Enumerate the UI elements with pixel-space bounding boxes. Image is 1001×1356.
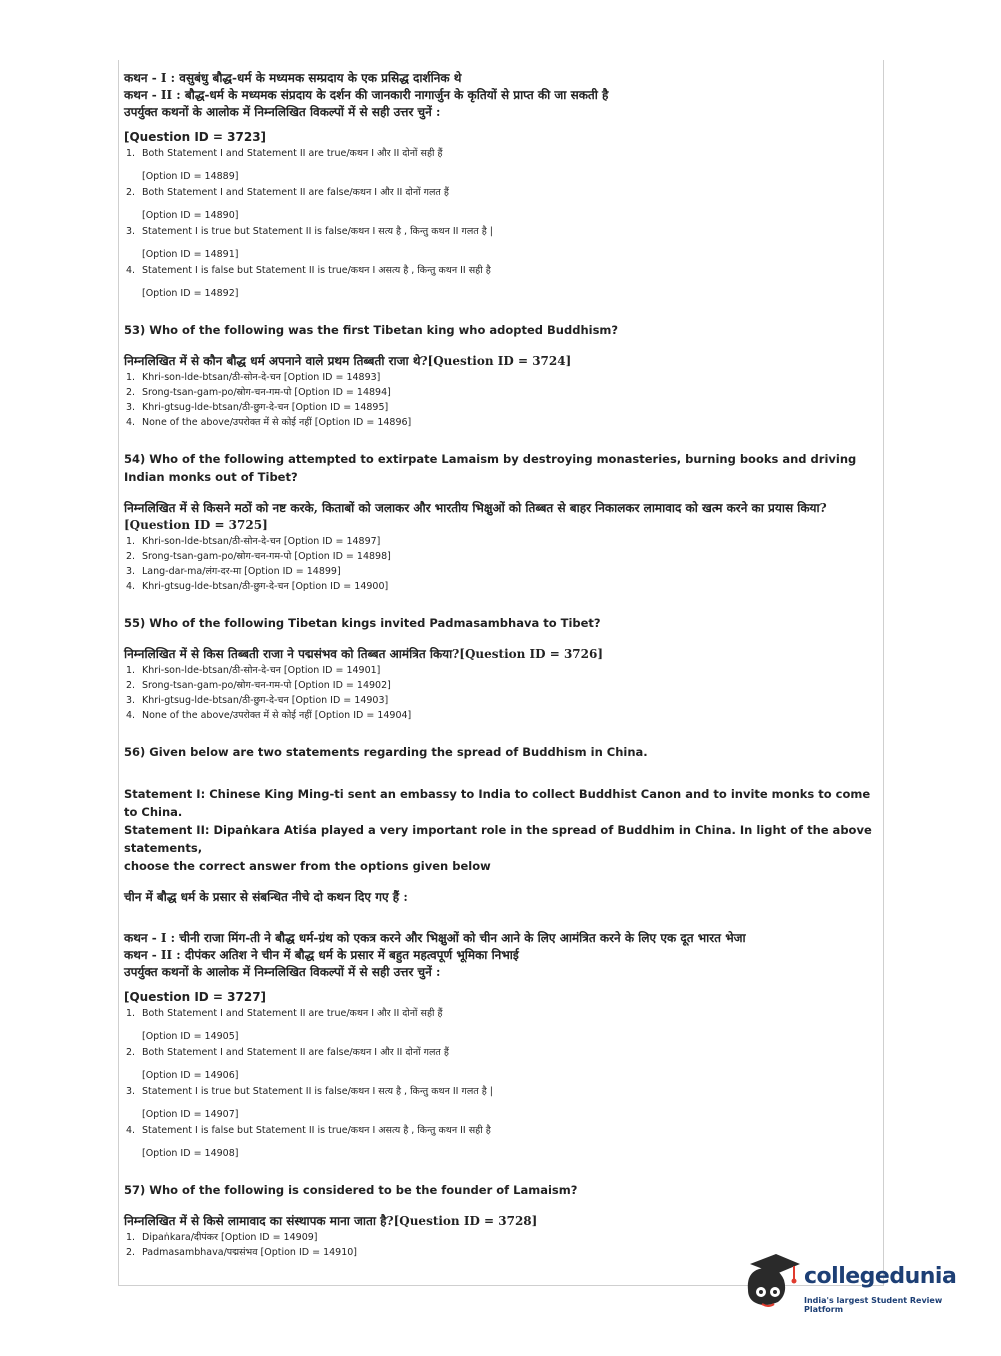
statement-2-hindi: कथन - II : दीपंकर अतिश ने चीन में बौद्ध धर्म के प्रसार में बहुत महत्वपूर्ण भूमिका निभाई: [124, 948, 519, 962]
option: 1. Both Statement I and Statement II are true/कथन I और II दोनों सही हैं: [126, 1008, 443, 1019]
logo-name: collegedunia: [804, 1264, 957, 1289]
option: 1. Khri-son-lde-btsan/ठी-सोन-दे-चन [Option ID = 14893]: [126, 372, 381, 383]
statement-1-hindi: कथन - I : वसुबंधु बौद्ध-धर्म के मध्यमक सम्प्रदाय के एक प्रसिद्ध दार्शनिक थे: [124, 71, 462, 85]
question-title: 54) Who of the following attempted to extirpate Lamaism by destroying monasteries, burning books and driving Indian monks out of Tibet?: [124, 452, 857, 484]
statement-2: Statement II: Dipaṅkara Atiśa played a very important role in the spread of Buddhim in China. In light of the above statements,: [124, 823, 872, 855]
question-hindi: निम्नलिखित में से किस तिब्बती राजा ने पद्मसंभव को तिब्बत आमंत्रित किया?[Question ID = 3726]: [124, 647, 604, 661]
instruction-hindi: उपर्युक्त कथनों के आलोक में निम्नलिखित विकल्पों में से सही उत्तर चुनें :: [124, 965, 441, 979]
option: 2. Srong-tsan-gam-po/स्रोग-चन-गम-पो [Option ID = 14902]: [126, 680, 391, 691]
option-id: [Option ID = 14891]: [142, 249, 239, 260]
option: 2. Both Statement I and Statement II are false/कथन I और II दोनों गलत हैं: [126, 1047, 449, 1058]
option: 2. Srong-tsan-gam-po/स्रोग-चन-गम-पो [Option ID = 14894]: [126, 387, 391, 398]
option: 2. Both Statement I and Statement II are false/कथन I और II दोनों गलत हैं: [126, 187, 449, 198]
question-title: 56) Given below are two statements regarding the spread of Buddhism in China.: [124, 745, 648, 759]
option-id: [Option ID = 14892]: [142, 288, 239, 299]
statement-2-hindi: कथन - II : बौद्ध-धर्म के मध्यमक संप्रदाय के दर्शन की जानकारी नागार्जुन के कृतियों से प्राप्त की जा सकती है: [124, 88, 609, 102]
option-id: [Option ID = 14906]: [142, 1070, 239, 1081]
statement-1-hindi: कथन - I : चीनी राजा मिंग-ती ने बौद्ध धर्म-ग्रंथ को एकत्र करने और भिक्षुओं को चीन आने के लिए आमंत्रित करने के लिए एक दूत भारत भेजा: [124, 931, 746, 945]
option: 4. Statement I is false but Statement II is true/कथन I असत्य है , किन्तु कथन II सही है: [126, 1125, 491, 1136]
instruction: choose the correct answer from the options given below: [124, 859, 491, 873]
mascot-icon: [742, 1250, 802, 1314]
option: 2. Padmasambhava/पद्मसंभव [Option ID = 14910]: [126, 1247, 358, 1258]
question-title: 53) Who of the following was the first Tibetan king who adopted Buddhism?: [124, 323, 619, 337]
option: 3. Statement I is true but Statement II is false/कथन I सत्य है , किन्तु कथन II गलत है |: [126, 1086, 493, 1097]
option-id: [Option ID = 14890]: [142, 210, 239, 221]
option: 1. Khri-son-lde-btsan/ठी-सोन-दे-चन [Option ID = 14897]: [126, 536, 381, 547]
question-55-block: [124, 614, 872, 723]
option: 1. Khri-son-lde-btsan/ठी-सोन-दे-चन [Option ID = 14901]: [126, 665, 381, 676]
question-id: [Question ID = 3727]: [124, 990, 267, 1004]
option: 4. None of the above/उपरोक्त में से कोई नहीं [Option ID = 14904]: [126, 710, 412, 721]
option: 3. Lang-dar-ma/लंग-दर-मा [Option ID = 14899]: [126, 566, 341, 577]
option: 3. Khri-gtsug-lde-btsan/ठी-छुग-दे-चन [Option ID = 14895]: [126, 402, 389, 413]
option-id: [Option ID = 14908]: [142, 1148, 239, 1159]
option: 1. Both Statement I and Statement II are true/कथन I और II दोनों सही हैं: [126, 148, 443, 159]
option: 4. None of the above/उपरोक्त में से कोई नहीं [Option ID = 14896]: [126, 417, 412, 428]
option-id: [Option ID = 14889]: [142, 171, 239, 182]
option: 2. Srong-tsan-gam-po/स्रोग-चन-गम-पो [Option ID = 14898]: [126, 551, 391, 562]
option: 4. Khri-gtsug-lde-btsan/ठी-छुग-दे-चन [Option ID = 14900]: [126, 581, 389, 592]
question-title: 57) Who of the following is considered to be the founder of Lamaism?: [124, 1183, 578, 1197]
instruction-hindi: उपर्युक्त कथनों के आलोक में निम्नलिखित विकल्पों में से सही उत्तर चुनें :: [124, 105, 441, 119]
question-54-block: [124, 450, 872, 594]
logo-tagline: India's largest Student Review Platform: [804, 1296, 943, 1314]
question-hindi: निम्नलिखित में से किसे लामावाद का संस्थापक माना जाता है?[Question ID = 3728]: [124, 1214, 538, 1228]
option: 3. Statement I is true but Statement II is false/कथन I सत्य है , किन्तु कथन II गलत है |: [126, 226, 493, 237]
option: 1. Dipaṅkara/दीपंकर [Option ID = 14909]: [126, 1232, 318, 1243]
collegedunia-logo: [742, 1250, 972, 1316]
question-57-block: [124, 1181, 872, 1260]
option-id: [Option ID = 14905]: [142, 1031, 239, 1042]
question-hindi: निम्नलिखित में से किसने मठों को नष्ट करके, किताबों को जलाकर और भारतीय भिक्षुओं को तिब्बत से बाहर निकालकर लामावाद को खत्म करने का प्रयास किया?[Question ID = 3725]: [124, 501, 827, 532]
statement-1: Statement I: Chinese King Ming-ti sent an embassy to India to collect Buddhist Canon and to invite monks to come to China.: [124, 787, 871, 819]
question-hindi: निम्नलिखित में से कौन बौद्ध धर्म अपनाने वाले प्रथम तिब्बती राजा थे?[Question ID = 3724]: [124, 354, 572, 368]
question-53-block: [124, 321, 872, 430]
option: 4. Statement I is false but Statement II is true/कथन I असत्य है , किन्तु कथन II सही है: [126, 265, 491, 276]
option-id: [Option ID = 14907]: [142, 1109, 239, 1120]
question-56-block: [124, 743, 872, 1161]
intro-hindi: चीन में बौद्ध धर्म के प्रसार से संबन्धित नीचे दो कथन दिए गए हैं :: [124, 890, 408, 904]
document-content: [124, 70, 872, 1260]
question-52-block: [124, 70, 872, 301]
question-title: 55) Who of the following Tibetan kings invited Padmasambhava to Tibet?: [124, 616, 601, 630]
question-id: [Question ID = 3723]: [124, 130, 267, 144]
option: 3. Khri-gtsug-lde-btsan/ठी-छुग-दे-चन [Option ID = 14903]: [126, 695, 389, 706]
